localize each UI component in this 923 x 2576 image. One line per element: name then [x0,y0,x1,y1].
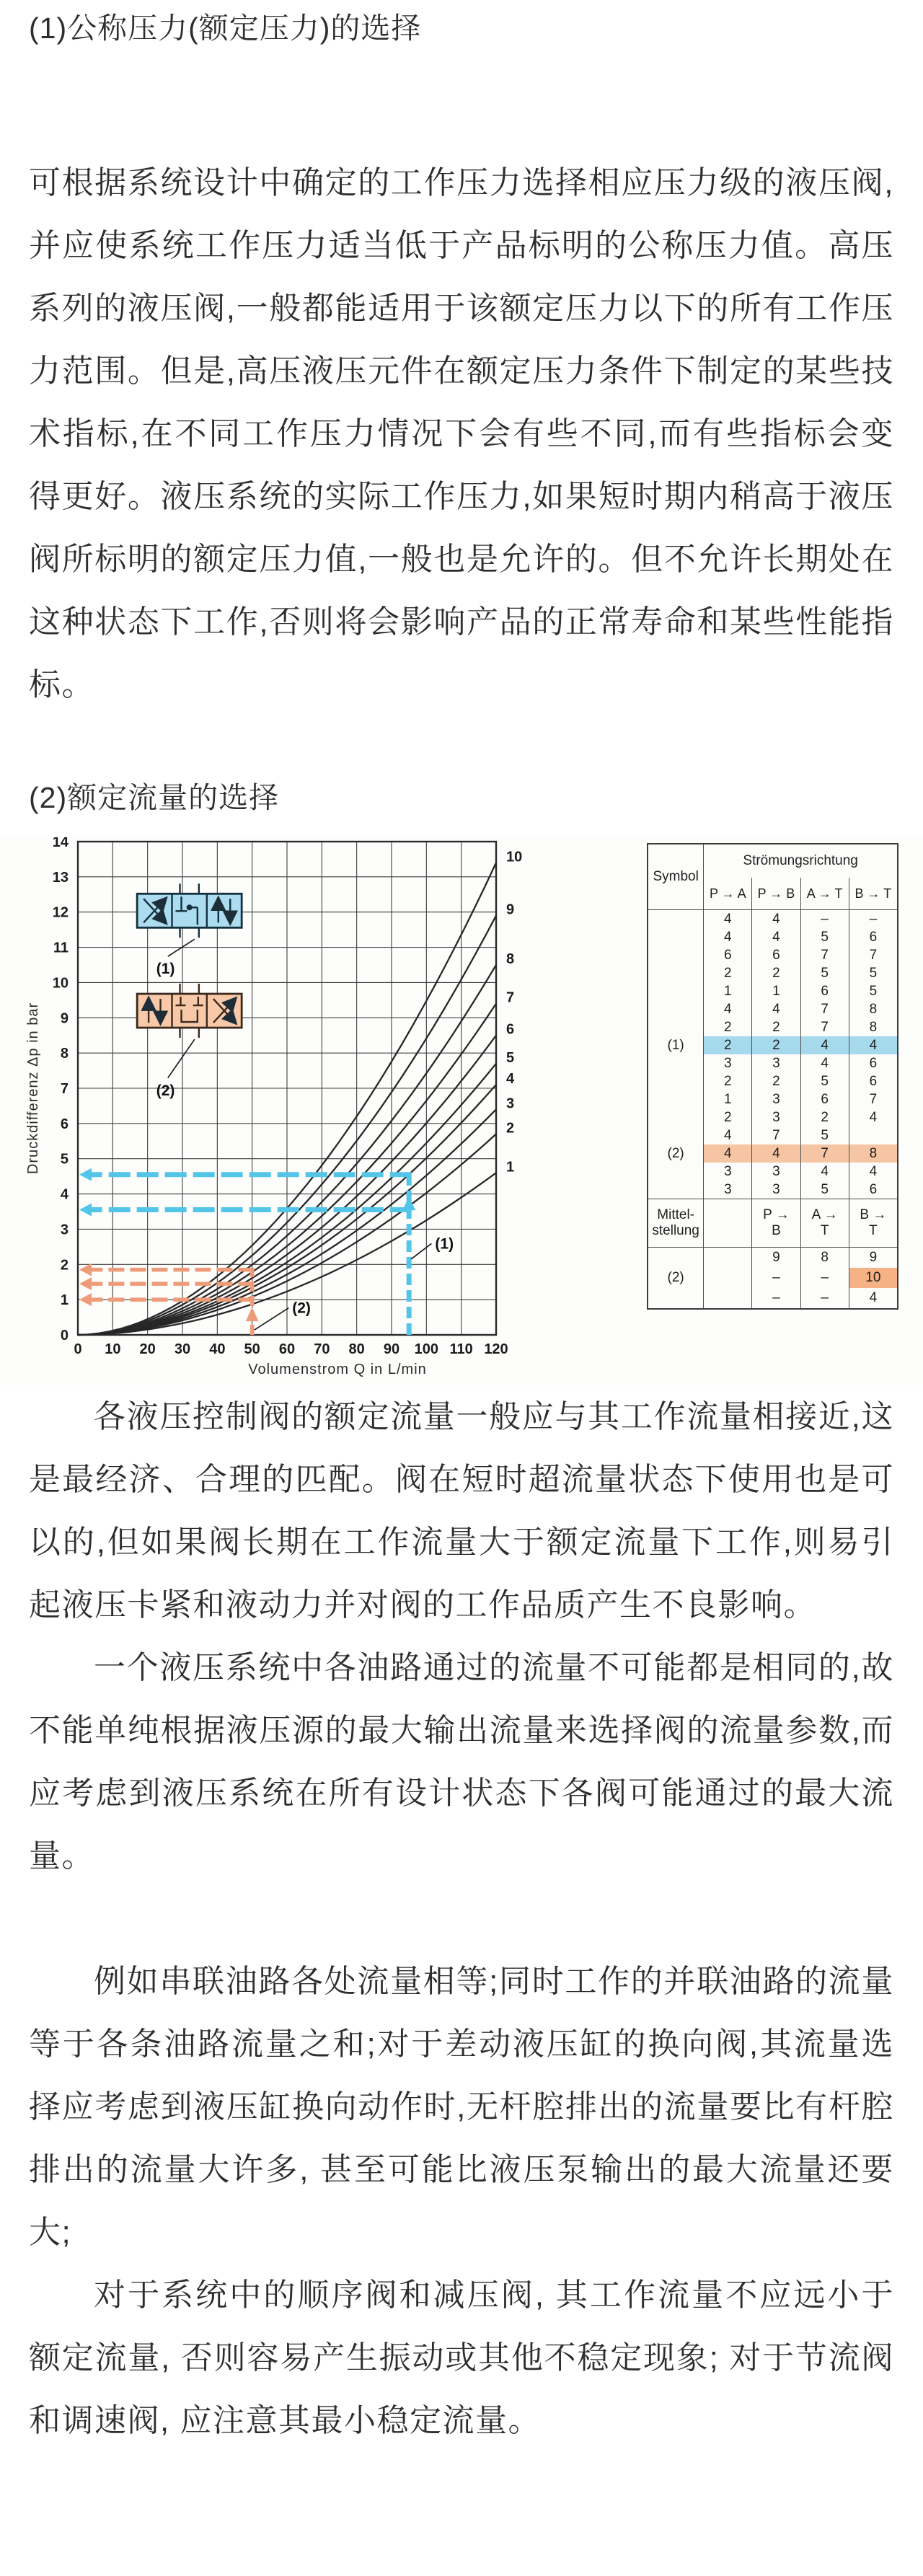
pressure-drop-flow-chart [22,837,613,1385]
table-row: 3 3 4 6 [648,1054,898,1072]
svg-text:7: 7 [506,989,515,1006]
directional-valve-symbol-(2) [137,984,242,1099]
table-row: 2 2 5 5 [648,964,898,982]
svg-text:11: 11 [53,940,69,956]
svg-text:2: 2 [60,1257,69,1274]
svg-text:110: 110 [449,1341,473,1357]
svg-text:5: 5 [60,1151,69,1168]
svg-text:3: 3 [60,1222,69,1238]
svg-text:3: 3 [506,1095,515,1112]
table-row: 4 4 – – [648,910,898,929]
flow-direction-table [647,843,898,1310]
y-axis-label: Druckdifferenz Δp in bar [25,1002,41,1175]
svg-text:2: 2 [506,1120,515,1137]
paragraph-rated-flow-4: 对于系统中的顺序阀和减压阀, 其工作流量不应远小于额定流量, 否则容易产生振动或其他不稳定现象; 对于节流阀和调速阀, 应注意其最小稳定流量。 [29,2277,894,2438]
x-axis-label: Volumenstrom Q in L/min [248,1362,427,1377]
table-row: 2 2 7 8 [648,1018,898,1036]
left-arrow-icon [79,1293,92,1306]
axis-ticks [53,837,508,1357]
table-row: – – 4 [648,1288,898,1309]
directional-valve-symbol-(1) [137,883,242,977]
table-row: 1 1 6 5 [648,982,898,1000]
svg-text:1: 1 [506,1159,515,1175]
svg-text:5: 5 [506,1049,515,1066]
table-row: (2) 4 4 7 8 [648,1144,898,1163]
paragraph-nominal-pressure: 可根据系统设计中确定的工作压力选择相应压力级的液压阀,并应使系统工作压力适当低于产品标明的公称压力值。高压系列的液压阀,一般都能适用于该额定压力以下的所有工作压力范围。但是,高压液压元件在额定压力条件下制定的某些技术指标,在不同工作压力情况下会有些不同,而有些指标会变得更好。液压系统的实际工作压力,如果短时期内稍高于液压阀所标明的额定压力值,一般也是允许的。但不允许长期处在这种状态下工作,否则将会影响产品的正常寿命和某些性能指标。 [29,165,894,702]
svg-text:(2): (2) [156,1082,175,1099]
svg-text:7: 7 [60,1081,69,1097]
table-row: 9 8 9 [648,1248,898,1269]
svg-text:10: 10 [52,975,69,992]
table-row: 4 4 5 6 [648,928,898,946]
svg-text:70: 70 [314,1341,330,1357]
svg-text:90: 90 [383,1341,400,1357]
svg-text:13: 13 [52,869,69,886]
table-row: 4 4 7 8 [648,1000,898,1018]
paragraph-rated-flow-3: 例如串联油路各处流量相等;同时工作的并联油路的流量等于各条油路流量之和;对于差动液压缸的换向阀,其流量选择应考虑到液压缸换向动作时,无杆腔排出的流量要比有杆腔排出的流量大许多, 甚至可能比液压泵输出的最大流量还要大; [29,1964,894,2250]
svg-text:(1): (1) [435,1235,454,1253]
svg-text:20: 20 [139,1341,156,1357]
svg-text:80: 80 [348,1341,365,1357]
table-row: (1) 2 2 4 4 [648,1036,898,1054]
svg-text:50: 50 [244,1341,260,1357]
table-row: 2 3 2 4 [648,1108,898,1126]
left-arrow-icon [79,1204,92,1217]
paragraph-rated-flow-2: 一个液压系统中各油路通过的流量不可能都是相同的,故不能单纯根据液压源的最大输出流量来选择阀的流量参数,而应考虑到液压系统在所有设计状态下各阀可能通过的最大流量。 [29,1650,894,1874]
svg-text:6: 6 [506,1021,515,1038]
left-arrow-icon [79,1277,92,1290]
svg-text:0: 0 [74,1341,82,1357]
valve-flow-figure [0,837,923,1385]
svg-text:60: 60 [278,1341,296,1357]
table-row: 3 3 4 4 [648,1163,898,1181]
table-subheader-row: P → A P → B A → T B → T [648,878,898,910]
svg-text:12: 12 [52,904,69,921]
svg-text:4: 4 [60,1186,69,1203]
svg-text:10: 10 [506,849,523,865]
table-row: 3 3 5 6 [648,1181,898,1199]
svg-text:1: 1 [60,1292,69,1309]
table-row: 4 7 5 [648,1126,898,1144]
table-row: (2) – – 10 [648,1268,898,1288]
table-row: 2 2 5 6 [648,1072,898,1090]
section-heading-1: (1)公称压力(额定压力)的选择 [29,12,422,45]
guide-1 [79,1168,454,1335]
svg-text:(2): (2) [292,1300,311,1317]
svg-text:30: 30 [174,1341,191,1357]
svg-text:8: 8 [60,1046,69,1062]
svg-text:10: 10 [105,1341,121,1357]
svg-text:9: 9 [60,1010,69,1027]
svg-text:8: 8 [506,951,515,967]
table-row: 6 6 7 7 [648,946,898,964]
svg-text:4: 4 [506,1071,515,1088]
svg-text:40: 40 [209,1341,226,1357]
up-arrow-icon [246,1307,259,1321]
svg-text:(1): (1) [156,961,175,978]
stroemungsrichtung-table [647,843,898,1310]
table-header-row: Symbol Strömungsrichtung [648,844,898,878]
svg-text:120: 120 [484,1341,508,1357]
svg-text:14: 14 [52,837,69,850]
svg-text:100: 100 [414,1341,439,1357]
svg-text:0: 0 [60,1328,69,1344]
paragraph-rated-flow-1: 各液压控制阀的额定流量一般应与其工作流量相接近,这是最经济、合理的匹配。阀在短时超流量状态下使用也是可以的,但如果阀长期在工作流量大于额定流量下工作,则易引起液压卡紧和液动力并对阀的工作品质产生不良影响。 [29,1399,894,1623]
section-heading-2: (2)额定流量的选择 [29,781,280,814]
svg-text:6: 6 [60,1116,69,1132]
left-arrow-icon [79,1263,92,1276]
table-row: 1 3 6 7 [648,1090,898,1108]
mittelstellung-header-row: Mittel- stellung P → B A → T B → T [648,1199,898,1248]
svg-text:9: 9 [506,901,515,918]
left-arrow-icon [79,1168,92,1181]
